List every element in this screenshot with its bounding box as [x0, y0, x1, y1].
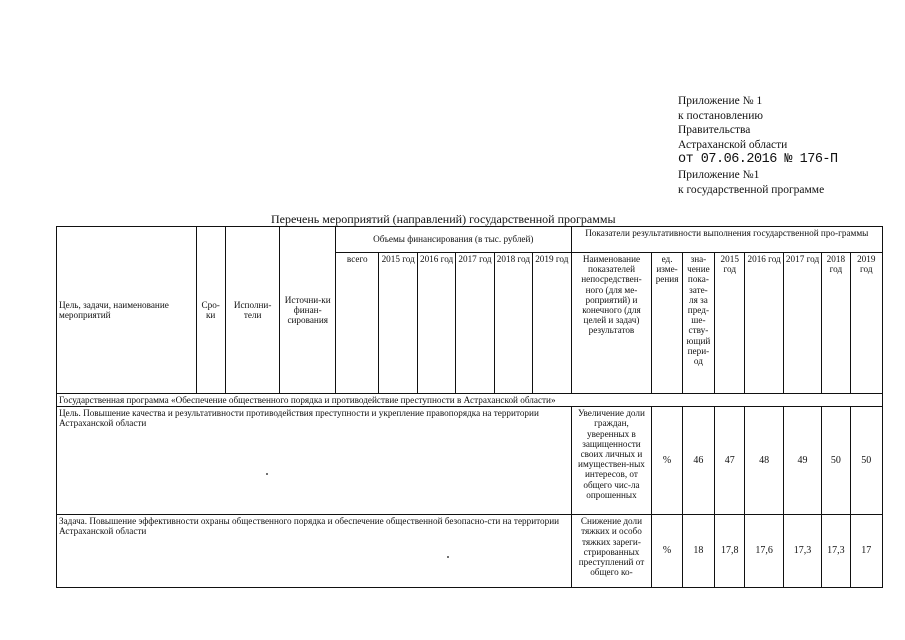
header-funding-year: 2019 год	[533, 253, 571, 394]
approval-line: к постановлению	[678, 109, 763, 122]
scan-speck	[266, 473, 268, 475]
task-text: Задача. Повышение эффективности охраны общественного порядка и обеспечение общественной безопасно-сти на территории Астраханской области	[57, 515, 572, 588]
goal-indicator: Увеличение доли граждан, уверенных в защищенности своих личных и имуществен-ных интересов, от общего чис-ла опрошенных	[571, 407, 652, 515]
header-indicator-year: 2017 год	[783, 253, 821, 394]
task-value: 17	[850, 515, 882, 588]
goal-value: 48	[745, 407, 783, 515]
header-funding-year: 2017 год	[456, 253, 494, 394]
approval-date-number: от 07.06.2016 № 176-П	[678, 152, 838, 167]
approval-line: к государственной программе	[678, 183, 825, 196]
task-indicator: Снижение доли тяжких и особо тяжких зареги-стрированных преступлений от общего ко-	[571, 515, 652, 588]
task-value: 17,8	[715, 515, 745, 588]
header-funding-total: всего	[336, 253, 379, 394]
document-title: Перечень мероприятий (направлений) государственной программы	[271, 212, 616, 226]
task-value: 17,6	[745, 515, 783, 588]
goal-value: 49	[783, 407, 821, 515]
approval-line: Астраханской области	[678, 138, 788, 151]
task-value: 17,3	[822, 515, 850, 588]
task-unit: %	[652, 515, 682, 588]
task-base: 18	[682, 515, 714, 588]
header-indicator-base: зна-чение пока-зате-ля за пред-ше-ству-ющий пери-од	[682, 253, 714, 394]
goal-base: 46	[682, 407, 714, 515]
header-funding-year: 2018 год	[494, 253, 532, 394]
header-sources: Источни-ки финан-сирования	[280, 227, 336, 394]
goal-value: 47	[715, 407, 745, 515]
goal-text: Цель. Повышение качества и результативности противодействия преступности и укрепление правопорядка на территории Астраханской области	[57, 407, 572, 515]
header-indicator-unit: ед. изме-рения	[652, 253, 682, 394]
header-indicators-group: Показатели результативности выполнения государственной про-граммы	[571, 227, 882, 253]
task-value: 17,3	[783, 515, 821, 588]
goal-value: 50	[822, 407, 850, 515]
header-goal: Цель, задачи, наименование мероприятий	[57, 227, 197, 394]
approval-line: Правительства	[678, 124, 751, 136]
program-row: Государственная программа «Обеспечение общественного порядка и противодействие преступности в Астраханской области»	[57, 394, 883, 407]
goal-value: 50	[850, 407, 882, 515]
header-executors: Исполни-тели	[225, 227, 280, 394]
approval-block	[678, 94, 893, 197]
header-indicator-year: 2019 год	[850, 253, 882, 394]
approval-line: Приложение №1	[678, 169, 760, 181]
header-indicator-year: 2016 год	[745, 253, 783, 394]
header-funding-year: 2015 год	[379, 253, 417, 394]
header-indicator-name: Наименование показателей непосредствен-ного (для ме-роприятий) и конечного (для целей и задач) результатов	[571, 253, 652, 394]
header-indicator-year: 2018 год	[822, 253, 850, 394]
header-terms: Сро-ки	[196, 227, 225, 394]
approval-line: Приложение № 1	[678, 95, 763, 107]
scan-speck	[447, 556, 449, 558]
header-funding-group: Объемы финансирования (в тыс. рублей)	[336, 227, 572, 253]
goal-unit: %	[652, 407, 682, 515]
header-indicator-year: 2015 год	[715, 253, 745, 394]
header-funding-year: 2016 год	[417, 253, 455, 394]
measures-table	[56, 226, 883, 588]
